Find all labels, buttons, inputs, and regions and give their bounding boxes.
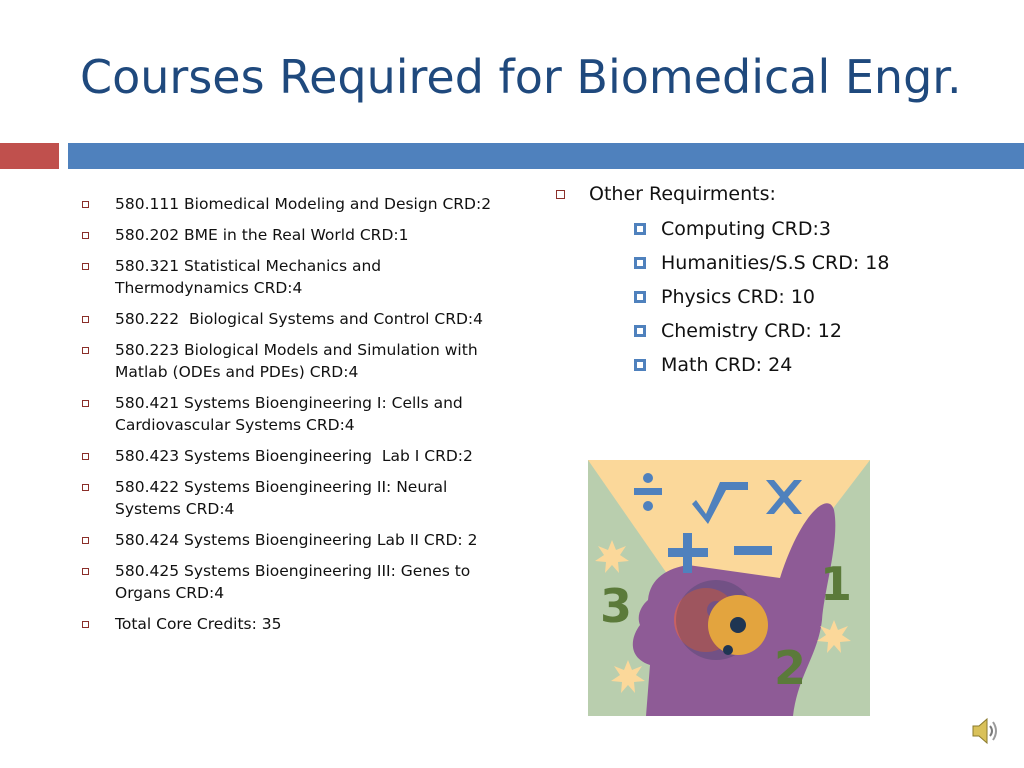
square-bullet-icon — [82, 263, 89, 270]
total-credits: Total Core Credits: 35 — [115, 615, 282, 633]
list-item — [589, 351, 992, 379]
list-item — [80, 445, 500, 467]
square-bullet-icon — [82, 400, 89, 407]
math-head-illustration-icon — [588, 460, 870, 716]
requirement-text: Chemistry CRD: 12 — [661, 320, 842, 342]
square-bullet-icon — [82, 537, 89, 544]
other-requirements-heading: Other Requirments: — [589, 183, 776, 205]
course-text: 580.222 Biological Systems and Control CRD:4 — [115, 310, 484, 328]
list-item — [80, 392, 500, 436]
list-item — [589, 317, 992, 345]
list-item — [80, 193, 500, 215]
course-text: 580.321 Statistical Mechanics and Thermodynamics CRD:4 — [115, 257, 382, 297]
square-bullet-icon — [82, 621, 89, 628]
requirement-sublist — [589, 215, 992, 379]
course-text: 580.422 Systems Bioengineering II: Neural Systems CRD:4 — [115, 478, 448, 518]
square-bullet-icon — [82, 453, 89, 460]
filled-square-bullet-icon — [634, 359, 646, 371]
square-bullet-icon — [82, 568, 89, 575]
list-item — [80, 613, 500, 635]
filled-square-bullet-icon — [634, 325, 646, 337]
slide-title: Courses Required for Biomedical Engr. — [80, 50, 962, 104]
filled-square-bullet-icon — [634, 291, 646, 303]
list-item — [80, 224, 500, 246]
list-item — [80, 529, 500, 551]
accent-bar-red — [0, 143, 59, 169]
other-requirements-list — [552, 180, 992, 385]
accent-bar-blue — [68, 143, 1024, 169]
requirement-text: Computing CRD:3 — [661, 218, 831, 240]
course-text: 580.421 Systems Bioengineering I: Cells and Cardiovascular Systems CRD:4 — [115, 394, 463, 434]
list-item — [552, 180, 992, 379]
square-bullet-icon — [82, 201, 89, 208]
speaker-icon[interactable] — [970, 715, 1000, 747]
requirement-text: Math CRD: 24 — [661, 354, 793, 376]
course-text: 580.425 Systems Bioengineering III: Genes to Organs CRD:4 — [115, 562, 471, 602]
square-bullet-icon — [82, 484, 89, 491]
course-text: 580.424 Systems Bioengineering Lab II CRD: 2 — [115, 531, 478, 549]
illustration-number-1: 1 — [820, 557, 853, 611]
course-text: 580.423 Systems Bioengineering Lab I CRD:2 — [115, 447, 473, 465]
list-item — [80, 339, 500, 383]
square-bullet-icon — [82, 316, 89, 323]
list-item — [589, 283, 992, 311]
course-text: 580.223 Biological Models and Simulation with Matlab (ODEs and PDEs) CRD:4 — [115, 341, 478, 381]
list-item — [80, 255, 500, 299]
course-text: 580.202 BME in the Real World CRD:1 — [115, 226, 409, 244]
list-item — [589, 215, 992, 243]
requirement-text: Physics CRD: 10 — [661, 286, 816, 308]
core-course-list — [80, 193, 500, 644]
list-item — [80, 560, 500, 604]
square-bullet-icon — [82, 347, 89, 354]
list-item — [80, 308, 500, 330]
filled-square-bullet-icon — [634, 223, 646, 235]
requirement-text: Humanities/S.S CRD: 18 — [661, 252, 890, 274]
list-item — [589, 249, 992, 277]
illustration-number-3: 3 — [600, 579, 633, 633]
course-text: 580.111 Biomedical Modeling and Design CRD:2 — [115, 195, 492, 213]
square-bullet-icon — [82, 232, 89, 239]
filled-square-bullet-icon — [634, 257, 646, 269]
illustration-number-2: 2 — [774, 641, 807, 695]
list-item — [80, 476, 500, 520]
square-bullet-icon — [556, 190, 565, 199]
